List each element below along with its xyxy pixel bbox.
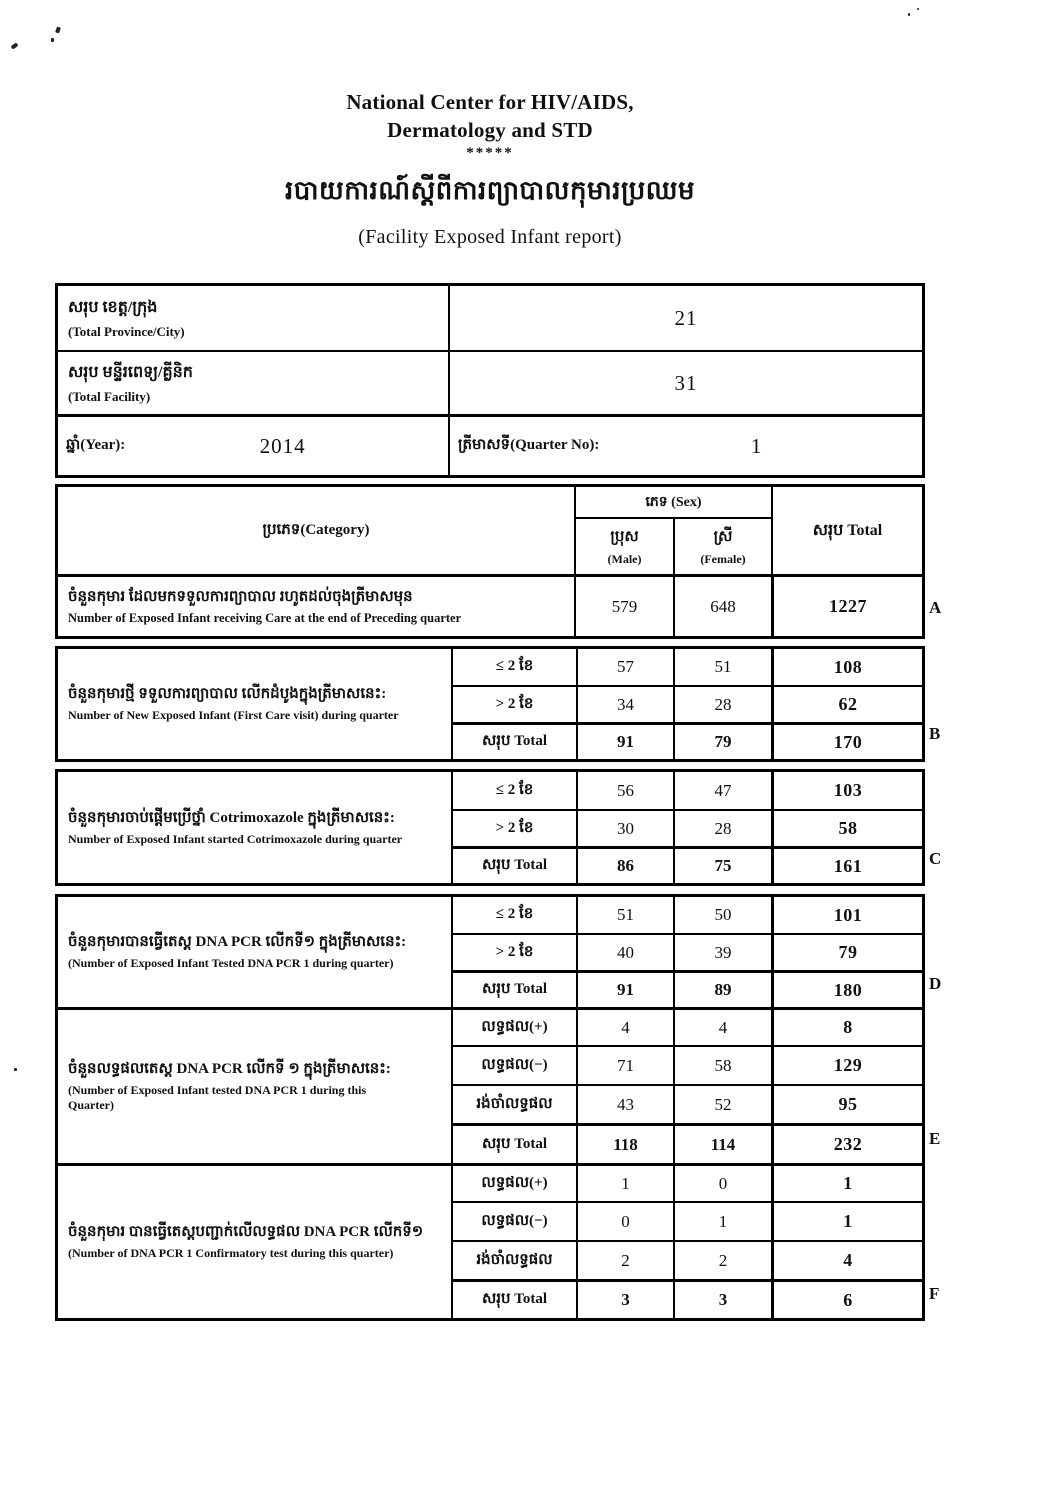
total-facility-label-khmer: សរុប មន្ទីរពេទ្យ/គ្លីនិក: [68, 364, 193, 381]
cell-total: 62: [771, 685, 922, 722]
section-letter-b: B: [929, 724, 941, 743]
row-sublabel: សរុប Total: [451, 970, 576, 1007]
male-header: [574, 517, 673, 574]
section-letter-e: E: [929, 1129, 941, 1148]
scan-speck: [908, 13, 910, 16]
section-a-label: [58, 574, 574, 636]
row-sublabel: រង់ចាំលទ្ធផល: [451, 1084, 576, 1123]
cell-female: 2: [673, 1240, 771, 1279]
cell-total: 8: [771, 1007, 922, 1045]
row-sublabel: រង់ចាំលទ្ធផល: [451, 1240, 576, 1279]
cell-female: 75: [673, 846, 771, 883]
cell-female: 3: [673, 1279, 771, 1318]
row-sublabel: > 2 ខែ: [451, 809, 576, 846]
total-province-label: [58, 286, 448, 350]
cell-female: 28: [673, 809, 771, 846]
cell-male: 34: [576, 685, 673, 722]
year-cell: [58, 414, 448, 475]
section-c-label-khmer: ចំនួនកុមារចាប់ផ្ដើមប្រើថ្នាំ Cotrimoxazole ក្នុងត្រីមាសនេះ:: [68, 809, 395, 826]
row-sublabel: សរុប Total: [451, 722, 576, 759]
section-a-table: [55, 484, 925, 639]
cell-male: 86: [576, 846, 673, 883]
total-facility-label: [58, 350, 448, 414]
quarter-label: ត្រីមាសទី(Quarter No):: [458, 437, 600, 453]
section-a-label-khmer: ចំនួនកុមារ ដែលមកទទួលការព្យាបាល រហូតដល់ចុងត្រីមាសមុន: [68, 588, 413, 605]
female-header-english: (Female): [700, 551, 746, 566]
cell-total: 108: [771, 649, 922, 685]
report-title-english: (Facility Exposed Infant report): [358, 225, 622, 248]
cell-male: 2: [576, 1240, 673, 1279]
total-facility-label-english: (Total Facility): [68, 389, 151, 404]
cell-male: 1: [576, 1163, 673, 1201]
section-letter-d: D: [929, 974, 942, 993]
quarter-cell: [448, 414, 922, 475]
cell-total: 95: [771, 1084, 922, 1123]
cell-female: 79: [673, 722, 771, 759]
total-header: [771, 487, 922, 574]
stars-divider: *****: [466, 144, 514, 161]
cell-female: 1: [673, 1201, 771, 1240]
section-f-label-english: (Number of DNA PCR 1 Confirmatory test during this quarter): [68, 1246, 394, 1261]
cell-female: 51: [673, 649, 771, 685]
year-value: 2014: [259, 433, 306, 458]
sex-group-header: ភេទ (Sex): [574, 487, 771, 517]
scan-speck: [14, 1068, 17, 1071]
cell-male: 57: [576, 649, 673, 685]
cell-total: 180: [771, 970, 922, 1007]
cell-female: 0: [673, 1163, 771, 1201]
category-header: ប្រភេទ(Category): [262, 521, 370, 538]
section-a-female-value: 648: [673, 574, 771, 636]
cell-female: 47: [673, 772, 771, 809]
section-e-label-english: (Number of Exposed Infant tested DNA PCR 1 during this Quarter): [68, 1082, 367, 1113]
cell-total: 101: [771, 897, 922, 933]
cell-total: 129: [771, 1045, 922, 1084]
row-sublabel: ≤ 2 ខែ: [451, 897, 576, 933]
total-header-label: សរុប Total: [812, 521, 883, 539]
scan-speck: [55, 26, 61, 33]
cell-total: 4: [771, 1240, 922, 1279]
report-title-khmer: របាយការណ៍ស្ដីពីការព្យាបាលកុមារប្រឈម: [285, 175, 695, 205]
cell-male: 0: [576, 1201, 673, 1240]
quarter-value: 1: [750, 433, 763, 458]
row-sublabel: > 2 ខែ: [451, 685, 576, 722]
cell-male: 91: [576, 970, 673, 1007]
cell-female: 28: [673, 685, 771, 722]
section-d-label-khmer: ចំនួនកុមារបានធ្វើតេស្ដ DNA PCR លើកទី១ ក្នុងត្រីមាសនេះ:: [68, 934, 407, 951]
section-a-total-value: 1227: [771, 574, 922, 636]
cell-male: 71: [576, 1045, 673, 1084]
cell-female: 4: [673, 1007, 771, 1045]
row-sublabel: លទ្ធផល(−): [451, 1201, 576, 1240]
female-header-khmer: ស្រី: [713, 528, 733, 545]
cell-total: 6: [771, 1279, 922, 1318]
org-name-line2: Dermatology and STD: [387, 118, 593, 143]
cell-male: 30: [576, 809, 673, 846]
row-sublabel: សរុប Total: [451, 1279, 576, 1318]
cell-female: 58: [673, 1045, 771, 1084]
section-letter-a: A: [929, 598, 942, 617]
male-header-khmer: ប្រុស: [610, 528, 639, 545]
scan-speck: [51, 38, 54, 42]
cell-total: 79: [771, 933, 922, 970]
row-sublabel: ≤ 2 ខែ: [451, 772, 576, 809]
scan-speck: [917, 8, 919, 10]
section-d-label: [58, 897, 451, 1007]
info-table: [55, 283, 925, 478]
scan-speck: [10, 42, 18, 49]
section-c-label-english: Number of Exposed Infant started Cotrimoxazole during quarter: [68, 831, 403, 846]
total-facility-value: 31: [448, 350, 922, 414]
section-e-label-khmer: ចំនួនលទ្ធផលតេស្ដ DNA PCR លើកទី ១ ក្នុងត្រីមាសនេះ:: [68, 1061, 391, 1078]
cell-female: 39: [673, 933, 771, 970]
row-sublabel: លទ្ធផល(+): [451, 1007, 576, 1045]
cell-male: 43: [576, 1084, 673, 1123]
cell-male: 56: [576, 772, 673, 809]
row-sublabel: សរុប Total: [451, 846, 576, 883]
cell-total: 1: [771, 1201, 922, 1240]
section-letter-f: F: [929, 1284, 940, 1303]
cell-total: 161: [771, 846, 922, 883]
cell-male: 118: [576, 1123, 673, 1163]
cell-total: 103: [771, 772, 922, 809]
row-sublabel: ≤ 2 ខែ: [451, 649, 576, 685]
section-b-label: [58, 649, 451, 759]
female-header: [673, 517, 771, 574]
row-sublabel: សរុប Total: [451, 1123, 576, 1163]
section-def-table: [55, 894, 925, 1321]
cell-male: 51: [576, 897, 673, 933]
cell-male: 4: [576, 1007, 673, 1045]
cell-total: 58: [771, 809, 922, 846]
row-sublabel: > 2 ខែ: [451, 933, 576, 970]
total-province-label-english: (Total Province/City): [68, 324, 185, 339]
section-c-table: [55, 769, 925, 886]
document-header: [0, 88, 980, 249]
row-sublabel: លទ្ធផល(−): [451, 1045, 576, 1084]
cell-female: 89: [673, 970, 771, 1007]
section-c-label: [58, 772, 451, 883]
cell-female: 52: [673, 1084, 771, 1123]
cell-male: 40: [576, 933, 673, 970]
male-header-english: (Male): [607, 551, 642, 566]
cell-male: 91: [576, 722, 673, 759]
section-b-label-english: Number of New Exposed Infant (First Care visit) during quarter: [68, 708, 399, 723]
cell-male: 3: [576, 1279, 673, 1318]
row-sublabel: លទ្ធផល(+): [451, 1163, 576, 1201]
section-f-label-khmer: ចំនួនកុមារ បានធ្វើតេស្ដបញ្ជាក់លើលទ្ធផល DNA PCR លើកទី១: [68, 1224, 424, 1241]
cell-female: 114: [673, 1123, 771, 1163]
cell-total: 170: [771, 722, 922, 759]
cell-total: 232: [771, 1123, 922, 1163]
total-province-label-khmer: សរុប ខេត្ត/ក្រុង: [68, 299, 158, 316]
section-a-male-value: 579: [574, 574, 673, 636]
cell-female: 50: [673, 897, 771, 933]
section-e-label: [58, 1007, 451, 1163]
year-label: ឆ្នាំ(Year):: [66, 437, 126, 453]
section-b-label-khmer: ចំនួនកុមារថ្មី ទទួលការព្យាបាល លើកដំបូងក្នុងត្រីមាសនេះ:: [68, 686, 387, 703]
section-d-label-english: (Number of Exposed Infant Tested DNA PCR 1 during quarter): [68, 956, 394, 971]
section-letter-c: C: [929, 849, 942, 868]
section-b-table: [55, 646, 925, 762]
org-name-line1: National Center for HIV/AIDS,: [346, 90, 634, 114]
total-province-value: 21: [448, 286, 922, 350]
section-f-label: [58, 1163, 451, 1318]
section-a-label-english: Number of Exposed Infant receiving Care at the end of Preceding quarter: [68, 611, 462, 626]
cell-total: 1: [771, 1163, 922, 1201]
